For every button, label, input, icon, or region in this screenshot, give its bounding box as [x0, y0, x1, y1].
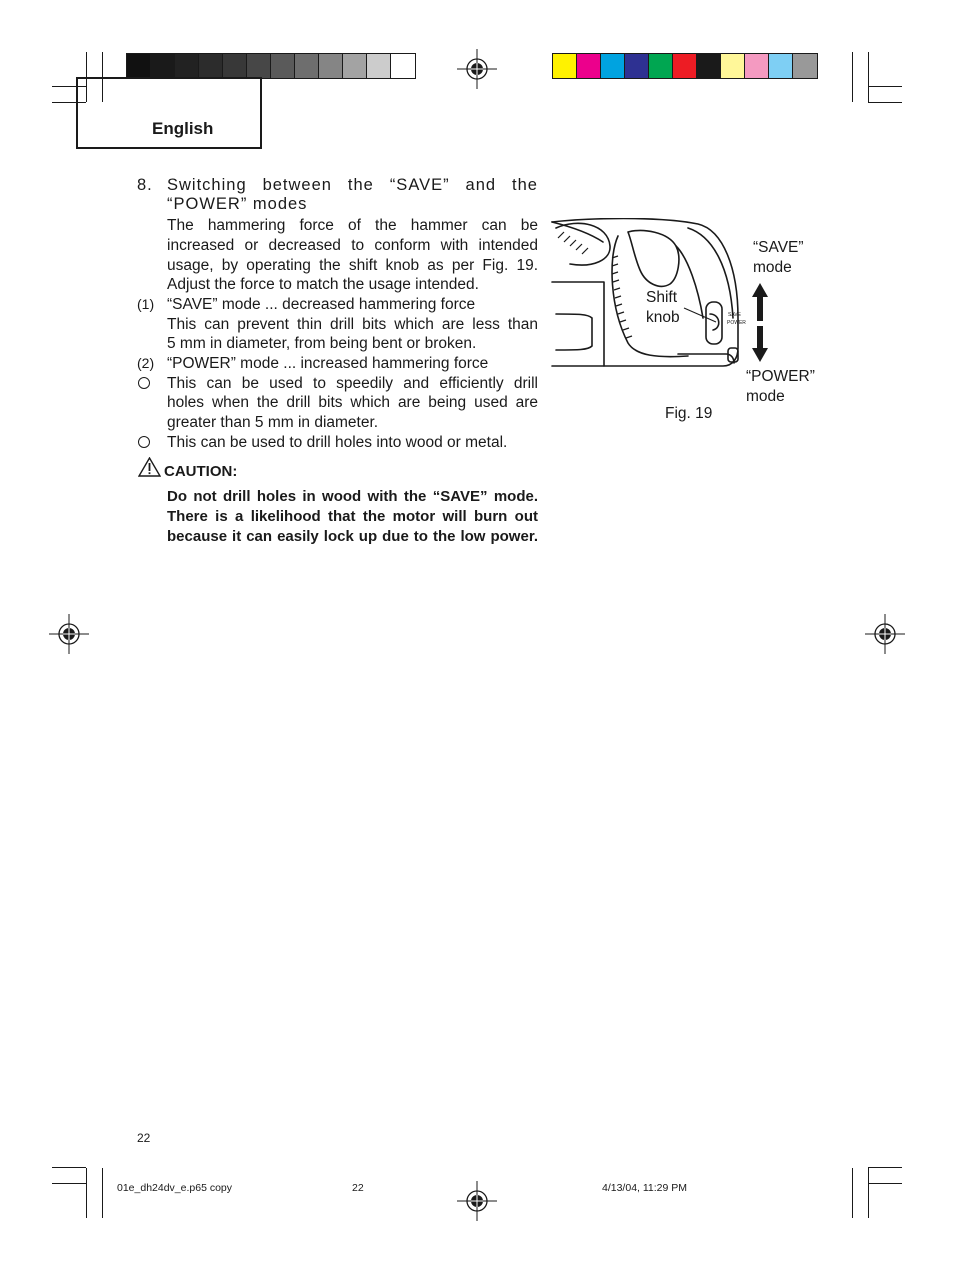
color-swatch — [175, 54, 199, 78]
item-number: (2) — [137, 355, 155, 371]
print-page-number: 22 — [352, 1182, 364, 1194]
color-swatch — [295, 54, 319, 78]
item-text: This can prevent thin drill bits which are less than — [167, 316, 538, 333]
print-timestamp: 4/13/04, 11:29 PM — [602, 1182, 688, 1194]
color-swatch — [697, 54, 721, 78]
up-arrow-icon — [752, 283, 768, 321]
color-swatch — [601, 54, 625, 78]
bullet-circle-icon — [138, 436, 150, 448]
color-swatch — [319, 54, 343, 78]
switch-save-text: SAVE — [728, 312, 741, 318]
color-swatch — [577, 54, 601, 78]
crop-mark — [852, 52, 853, 102]
switch-power-text: POWER — [727, 320, 746, 326]
bullet-circle-icon — [138, 377, 150, 389]
color-swatch — [247, 54, 271, 78]
figure-caption: Fig. 19 — [665, 405, 713, 422]
crop-mark — [868, 52, 869, 102]
file-name: 01e_dh24dv_e.p65 copy — [117, 1182, 233, 1194]
registration-mark-icon — [457, 49, 497, 89]
item-title: “SAVE” mode ... decreased hammering force — [167, 296, 476, 313]
registration-mark-icon — [49, 614, 89, 654]
color-swatch — [721, 54, 745, 78]
color-swatch — [271, 54, 295, 78]
down-arrow-icon — [752, 326, 768, 362]
save-mode-label: “SAVE” — [753, 239, 804, 256]
caution-text: because it can easily lock up due to the low power. — [167, 528, 538, 545]
intro-text: increased or decreased to conform with intended — [167, 237, 538, 254]
section-title: “POWER” modes — [167, 195, 308, 213]
color-swatch — [223, 54, 247, 78]
registration-mark-icon — [457, 1181, 497, 1221]
power-mode-label: mode — [746, 388, 785, 405]
color-swatch — [391, 54, 415, 78]
crop-mark — [868, 1167, 902, 1168]
intro-text: usage, by operating the shift knob as per Fig. 19. — [167, 257, 538, 274]
caution-text: There is a likelihood that the motor will burn out — [167, 508, 538, 525]
warning-triangle-icon — [138, 457, 161, 477]
intro-text: Adjust the force to match the usage intended. — [167, 276, 479, 293]
bullet-text: This can be used to drill holes into wood or metal. — [167, 434, 508, 451]
color-swatch — [199, 54, 223, 78]
item-title: “POWER” mode ... increased hammering force — [167, 355, 489, 372]
color-swatch — [793, 54, 817, 78]
color-swatch — [127, 54, 151, 78]
caution-text: Do not drill holes in wood with the “SAVE” mode. — [167, 488, 538, 505]
color-swatch — [745, 54, 769, 78]
crop-mark — [52, 1167, 86, 1168]
crop-mark — [868, 1168, 869, 1218]
color-swatch — [343, 54, 367, 78]
intro-text: The hammering force of the hammer can be — [167, 217, 538, 234]
bullet-text: greater than 5 mm in diameter. — [167, 414, 379, 431]
crop-mark — [868, 1183, 902, 1184]
caution-label: CAUTION: — [164, 463, 238, 480]
color-swatch — [649, 54, 673, 78]
color-swatch — [553, 54, 577, 78]
crop-mark — [86, 1168, 87, 1218]
color-swatch — [673, 54, 697, 78]
language-label: English — [152, 119, 214, 138]
crop-mark — [52, 1183, 86, 1184]
item-number: (1) — [137, 296, 155, 312]
section-title: Switching between the “SAVE” and the — [167, 176, 538, 194]
color-swatch — [769, 54, 793, 78]
color-swatch — [151, 54, 175, 78]
item-text: 5 mm in diameter, from being bent or broken. — [167, 335, 477, 352]
crop-mark — [868, 102, 902, 103]
bullet-text: This can be used to speedily and efficiently drill — [167, 375, 538, 392]
power-mode-label: “POWER” — [746, 368, 815, 385]
page-number: 22 — [137, 1131, 151, 1145]
crop-mark — [868, 86, 902, 87]
color-swatch — [367, 54, 391, 78]
shift-knob-label: knob — [646, 309, 680, 326]
language-tab — [76, 77, 262, 149]
color-swatch — [625, 54, 649, 78]
grayscale-color-bar — [126, 53, 416, 79]
registration-mark-icon — [865, 614, 905, 654]
process-color-bar — [552, 53, 818, 79]
save-mode-label: mode — [753, 259, 792, 276]
crop-mark — [102, 1168, 103, 1218]
section-number: 8. — [137, 176, 153, 194]
crop-mark — [852, 1168, 853, 1218]
shift-knob-label: Shift — [646, 289, 678, 306]
bullet-text: holes when the drill bits which are being used are — [167, 394, 538, 411]
